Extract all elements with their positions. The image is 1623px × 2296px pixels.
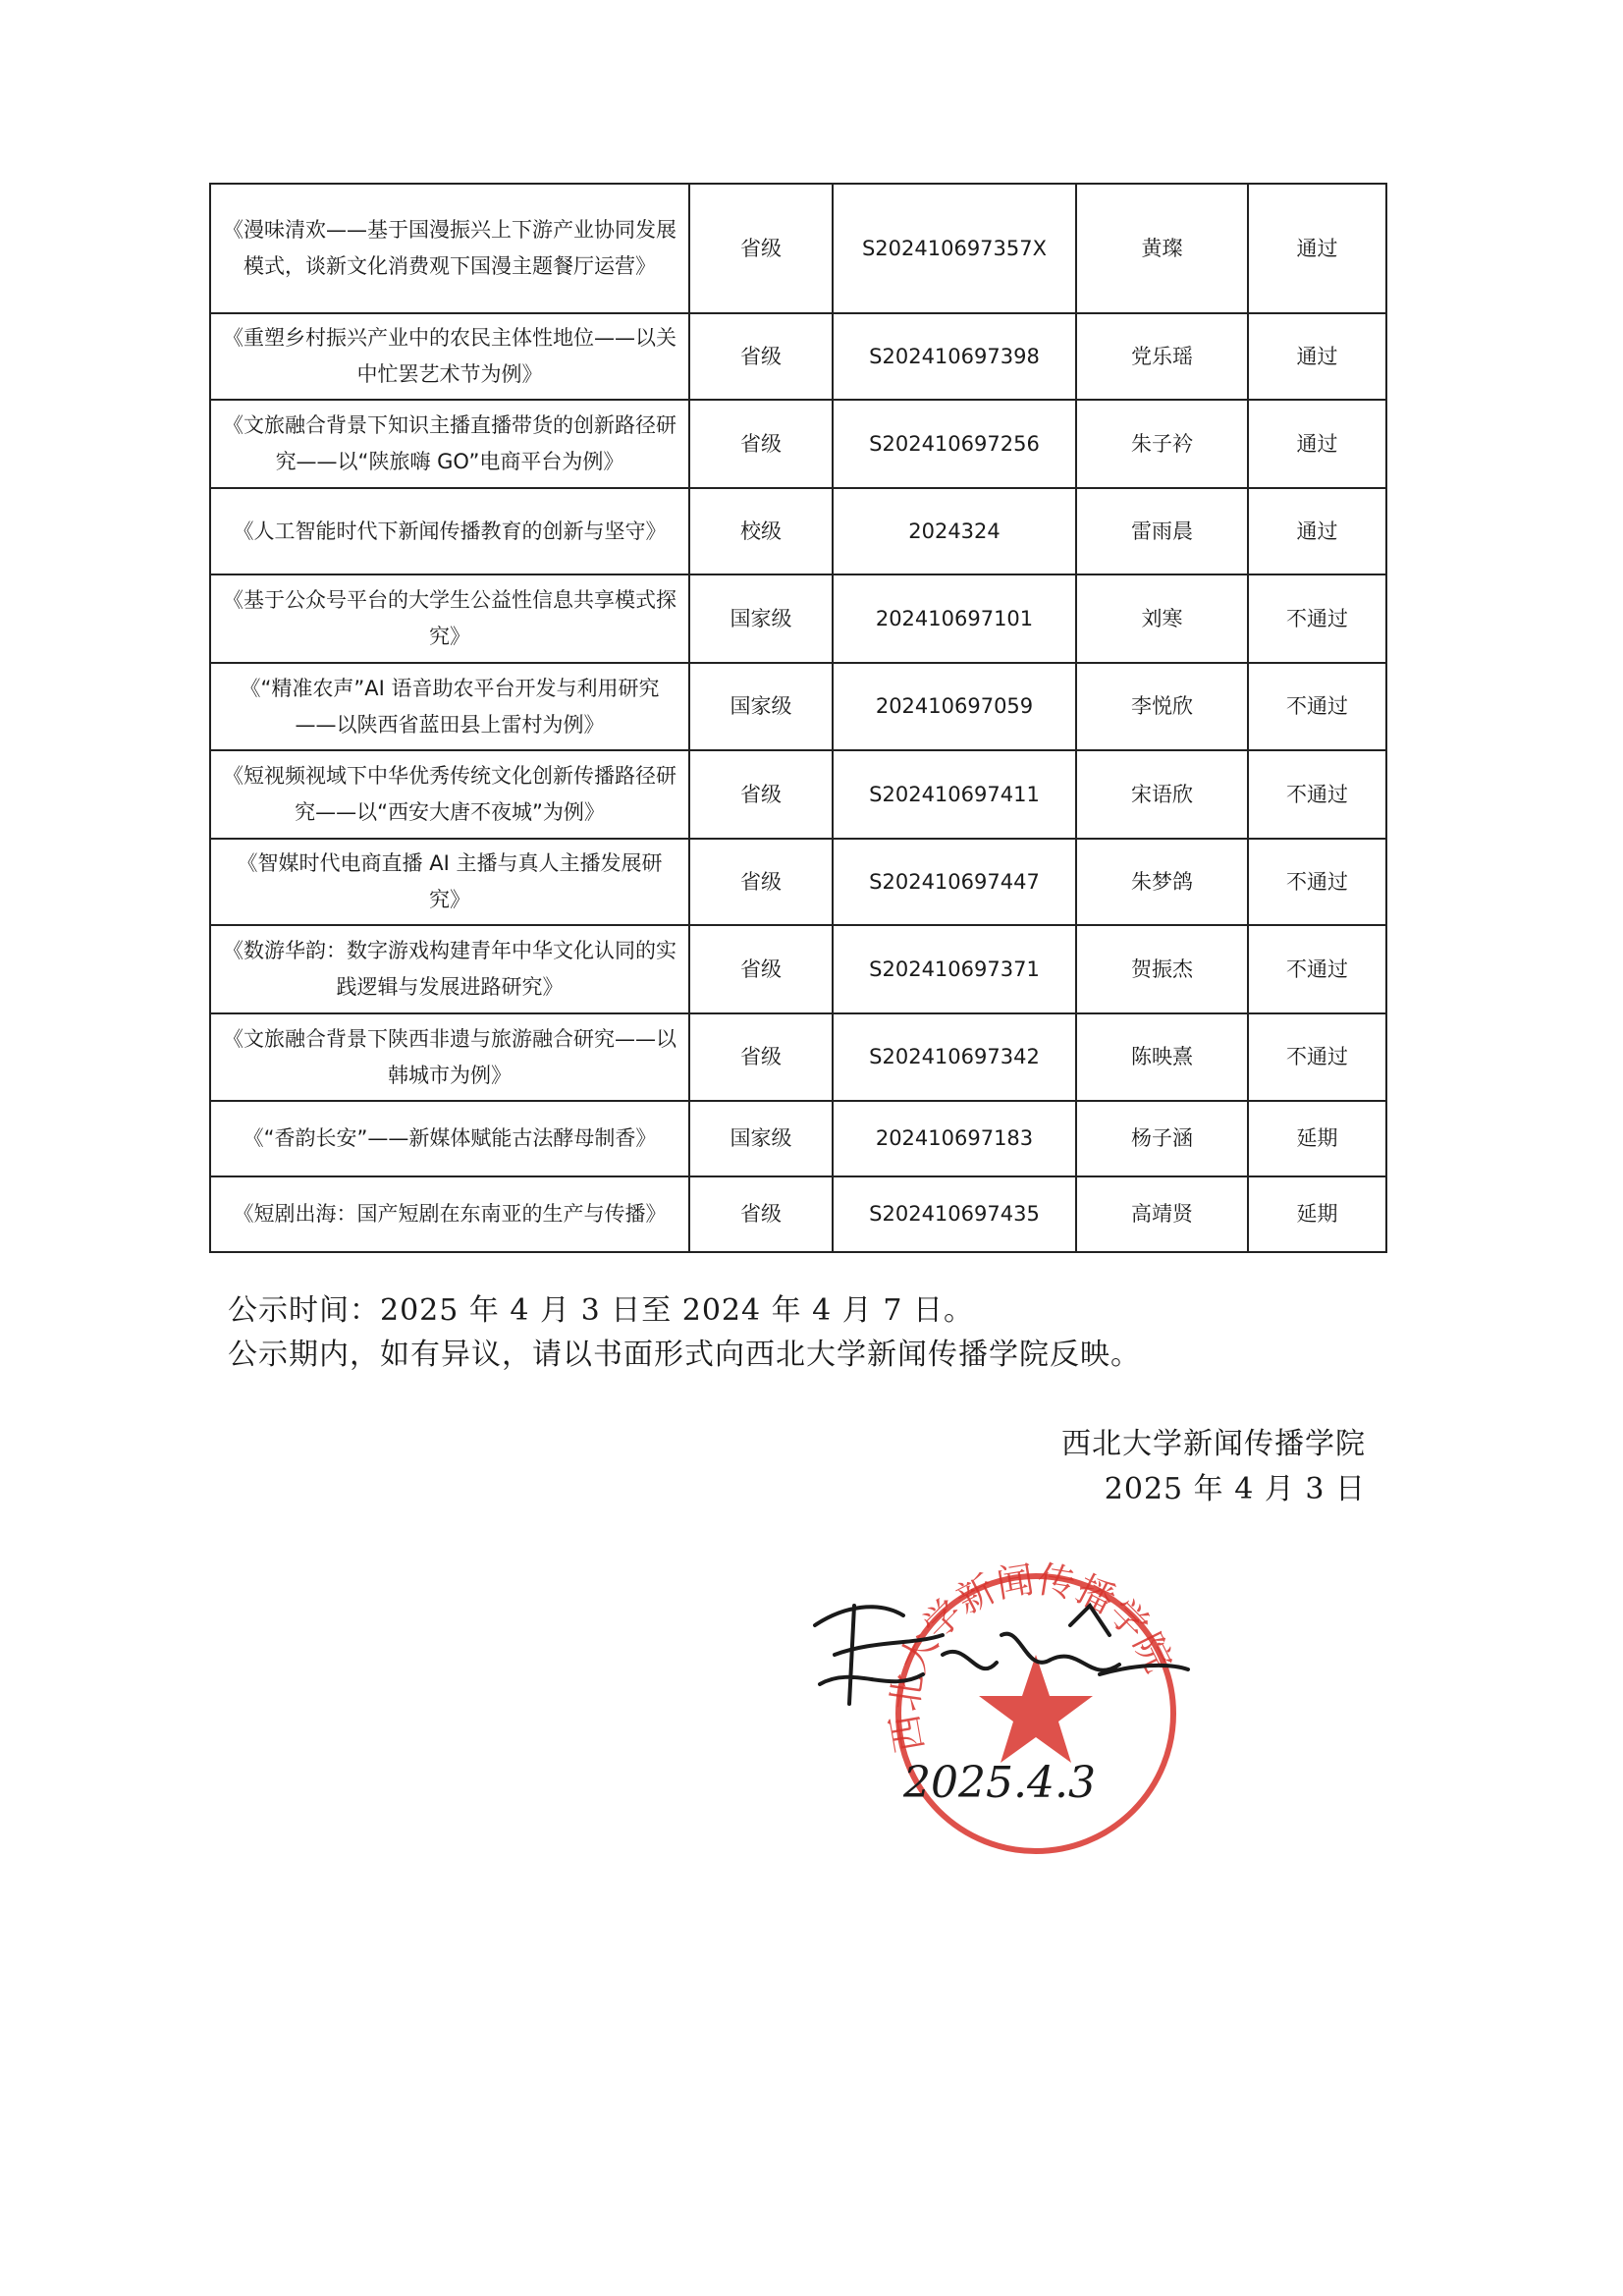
project-leader-cell: 雷雨晨 [1076, 488, 1248, 574]
project-title-cell: 《基于公众号平台的大学生公益性信息共享模式探究》 [210, 574, 689, 663]
signing-date: 2025 年 4 月 3 日 [1104, 1472, 1366, 1506]
project-leader-cell: 杨子涵 [1076, 1101, 1248, 1176]
project-result-cell: 通过 [1248, 400, 1386, 488]
table-row [210, 839, 1386, 925]
project-leader-cell: 刘寒 [1076, 574, 1248, 663]
seal-star-icon [979, 1655, 1093, 1763]
project-leader-cell: 黄璨 [1076, 184, 1248, 313]
project-level-cell: 省级 [689, 750, 833, 839]
project-code-cell: S202410697447 [833, 839, 1076, 925]
table-row [210, 488, 1386, 574]
project-leader-cell: 贺振杰 [1076, 925, 1248, 1013]
table-row [210, 1013, 1386, 1101]
project-level-cell: 省级 [689, 925, 833, 1013]
project-level-cell: 校级 [689, 488, 833, 574]
project-code-cell: S202410697411 [833, 750, 1076, 839]
project-code-cell: 2024324 [833, 488, 1076, 574]
project-code-cell: S202410697435 [833, 1176, 1076, 1252]
project-result-cell: 不通过 [1248, 663, 1386, 750]
results-table-body [210, 184, 1386, 1252]
project-level-cell: 省级 [689, 313, 833, 400]
project-level-cell: 省级 [689, 1176, 833, 1252]
signing-organization: 西北大学新闻传播学院 [1061, 1427, 1366, 1461]
project-leader-cell: 朱子衿 [1076, 400, 1248, 488]
project-code-cell: 202410697101 [833, 574, 1076, 663]
project-title-cell: 《重塑乡村振兴产业中的农民主体性地位——以关中忙罢艺术节为例》 [210, 313, 689, 400]
project-title-cell: 《短剧出海：国产短剧在东南亚的生产与传播》 [210, 1176, 689, 1252]
project-title-cell: 《文旅融合背景下知识主播直播带货的创新路径研究——以“陕旅嗨 GO”电商平台为例》 [210, 400, 689, 488]
project-code-cell: 202410697183 [833, 1101, 1076, 1176]
project-level-cell: 国家级 [689, 1101, 833, 1176]
project-result-cell: 通过 [1248, 184, 1386, 313]
project-code-cell: S202410697342 [833, 1013, 1076, 1101]
table-row [210, 313, 1386, 400]
project-code-cell: S202410697398 [833, 313, 1076, 400]
project-level-cell: 国家级 [689, 663, 833, 750]
project-result-cell: 不通过 [1248, 1013, 1386, 1101]
project-level-cell: 省级 [689, 1013, 833, 1101]
project-title-cell: 《人工智能时代下新闻传播教育的创新与坚守》 [210, 488, 689, 574]
table-row [210, 400, 1386, 488]
project-leader-cell: 宋语欣 [1076, 750, 1248, 839]
project-leader-cell: 朱梦鸽 [1076, 839, 1248, 925]
project-level-cell: 国家级 [689, 574, 833, 663]
project-leader-cell: 高靖贤 [1076, 1176, 1248, 1252]
project-code-cell: S202410697371 [833, 925, 1076, 1013]
table-row [210, 1176, 1386, 1252]
project-title-cell: 《漫味清欢——基于国漫振兴上下游产业协同发展模式，谈新文化消费观下国漫主题餐厅运营》 [210, 184, 689, 313]
notice-objection: 公示期内，如有异议，请以书面形式向西北大学新闻传播学院反映。 [228, 1338, 1141, 1372]
table-row [210, 574, 1386, 663]
seal-graphic [795, 1547, 1208, 1861]
project-code-cell: S202410697256 [833, 400, 1076, 488]
table-row [210, 750, 1386, 839]
project-result-cell: 通过 [1248, 488, 1386, 574]
seal-text: 西北大学新闻传播学院 [882, 1557, 1181, 1756]
notice-block [228, 1288, 1141, 1377]
results-table [209, 183, 1387, 1253]
project-title-cell: 《文旅融合背景下陕西非遗与旅游融合研究——以韩城市为例》 [210, 1013, 689, 1101]
project-result-cell: 不通过 [1248, 750, 1386, 839]
project-leader-cell: 李悦欣 [1076, 663, 1248, 750]
project-title-cell: 《“精准农声”AI 语音助农平台开发与利用研究——以陕西省蓝田县上雷村为例》 [210, 663, 689, 750]
project-title-cell: 《数游华韵：数字游戏构建青年中华文化认同的实践逻辑与发展进路研究》 [210, 925, 689, 1013]
project-leader-cell: 陈映熹 [1076, 1013, 1248, 1101]
project-level-cell: 省级 [689, 400, 833, 488]
project-level-cell: 省级 [689, 184, 833, 313]
handwritten-date: 2025.4.3 [903, 1758, 1096, 1808]
project-result-cell: 不通过 [1248, 925, 1386, 1013]
project-result-cell: 延期 [1248, 1101, 1386, 1176]
project-level-cell: 省级 [689, 839, 833, 925]
project-code-cell: S202410697357X [833, 184, 1076, 313]
table-row [210, 1101, 1386, 1176]
project-title-cell: 《智媒时代电商直播 AI 主播与真人主播发展研究》 [210, 839, 689, 925]
project-title-cell: 《短视频视域下中华优秀传统文化创新传播路径研究——以“西安大唐不夜城”为例》 [210, 750, 689, 839]
project-code-cell: 202410697059 [833, 663, 1076, 750]
official-seal-and-signature [795, 1547, 1208, 1861]
project-result-cell: 延期 [1248, 1176, 1386, 1252]
table-row [210, 184, 1386, 313]
project-leader-cell: 党乐瑶 [1076, 313, 1248, 400]
notice-period: 公示时间：2025 年 4 月 3 日至 2024 年 4 月 7 日。 [228, 1293, 974, 1328]
project-result-cell: 不通过 [1248, 839, 1386, 925]
table-row [210, 663, 1386, 750]
project-result-cell: 通过 [1248, 313, 1386, 400]
signature-block [1061, 1422, 1366, 1512]
table-row [210, 925, 1386, 1013]
project-result-cell: 不通过 [1248, 574, 1386, 663]
project-title-cell: 《“香韵长安”——新媒体赋能古法酵母制香》 [210, 1101, 689, 1176]
